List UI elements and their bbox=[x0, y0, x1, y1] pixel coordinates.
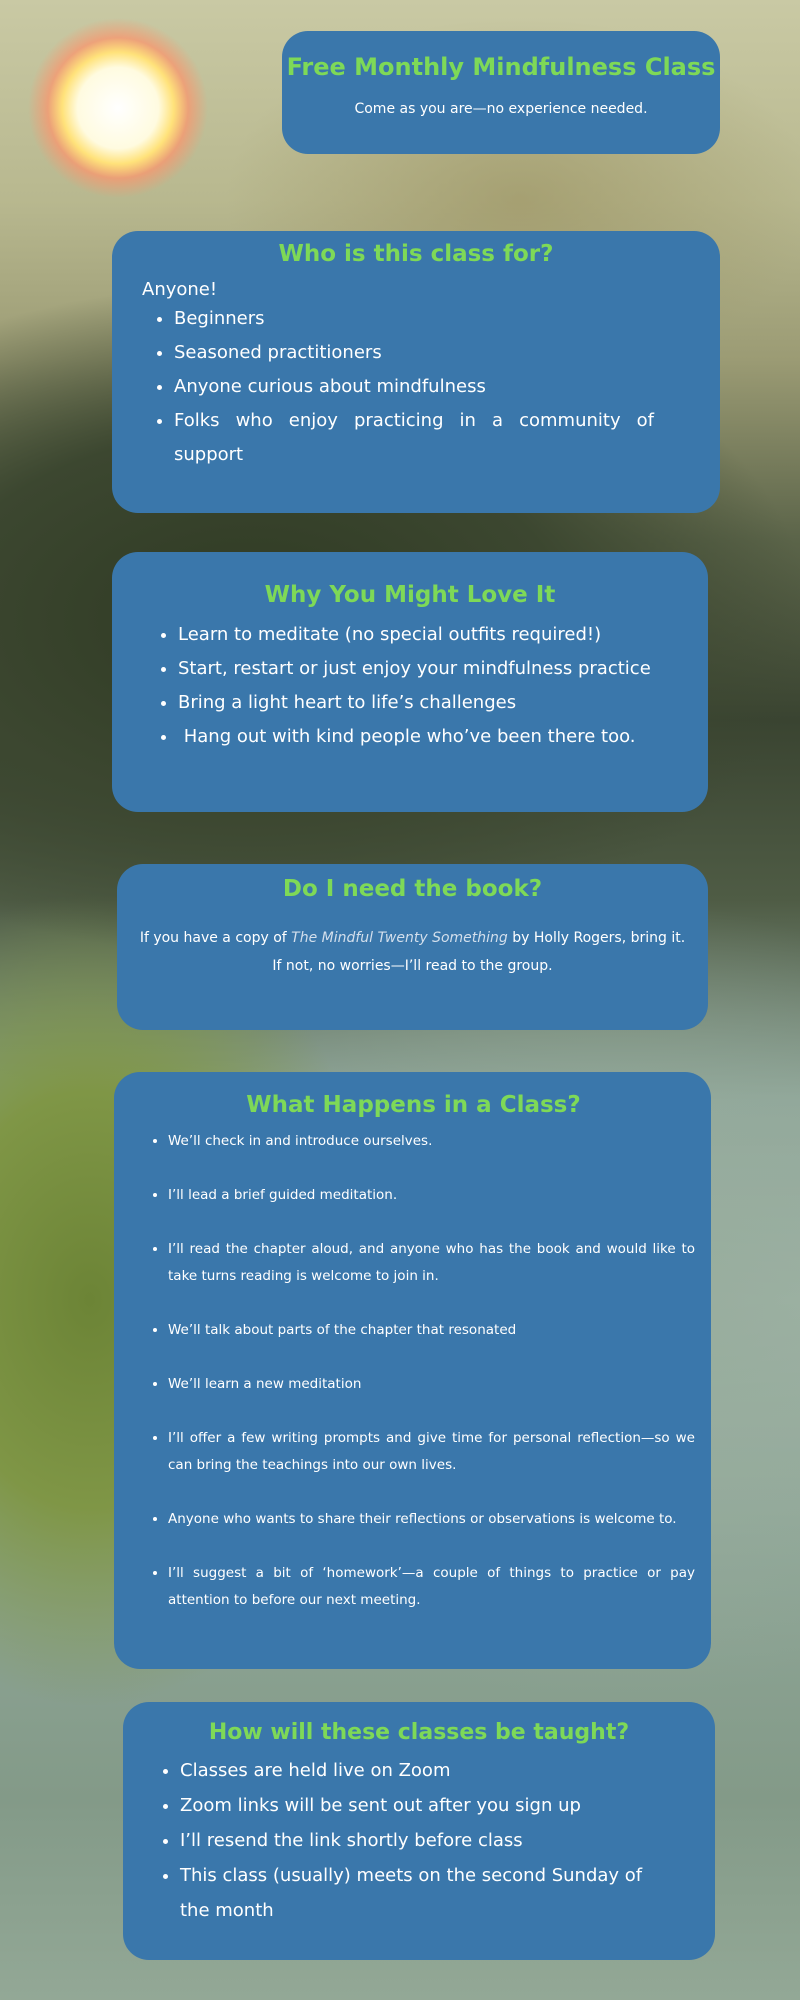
who-card bbox=[112, 231, 720, 513]
taught-card bbox=[123, 1702, 715, 1960]
list-item: • Classes are held live on Zoom bbox=[180, 1753, 685, 1788]
header-card bbox=[282, 31, 720, 154]
happens-list bbox=[132, 1128, 695, 1614]
book-text bbox=[125, 924, 700, 980]
book-text-before: If you have a copy of bbox=[139, 930, 292, 946]
list-item: • Anyone who wants to share their reflections or observations is welcome to. bbox=[168, 1506, 695, 1533]
happens-title: What Happens in a Class? bbox=[246, 1092, 581, 1118]
list-item: • Anyone curious about mindfulness bbox=[174, 370, 690, 404]
list-item: • I’ll read the chapter aloud, and anyone who has the book and would like to take turns reading is welcome to join in. bbox=[168, 1236, 695, 1290]
happens-card bbox=[114, 1072, 711, 1669]
list-item: • I’ll lead a brief guided meditation. bbox=[168, 1182, 695, 1209]
list-item: • We’ll learn a new meditation bbox=[168, 1371, 695, 1398]
list-item: • Folks who enjoy practicing in a community of support bbox=[174, 404, 690, 472]
list-item: • Learn to meditate (no special outfits required!) bbox=[178, 618, 678, 652]
list-item: • This class (usually) meets on the second Sunday of the month bbox=[180, 1858, 685, 1928]
book-card bbox=[117, 864, 708, 1030]
taught-list bbox=[153, 1753, 685, 1928]
list-item: • I’ll resend the link shortly before class bbox=[180, 1823, 685, 1858]
why-card bbox=[112, 552, 708, 812]
list-item: • Hang out with kind people who’ve been there too. bbox=[178, 720, 678, 754]
book-name: The Mindful Twenty Something bbox=[291, 930, 508, 946]
list-item: • Beginners bbox=[174, 302, 690, 336]
list-item: • Bring a light heart to life’s challenges bbox=[178, 686, 678, 720]
book-title: Do I need the book? bbox=[282, 876, 543, 902]
taught-title: How will these classes be taught? bbox=[208, 1720, 630, 1745]
list-item: • Seasoned practitioners bbox=[174, 336, 690, 370]
page-subtitle: Come as you are—no experience needed. bbox=[354, 101, 648, 117]
list-item: • We’ll talk about parts of the chapter that resonated bbox=[168, 1317, 695, 1344]
list-item: • Start, restart or just enjoy your mindfulness practice bbox=[178, 652, 678, 686]
who-list bbox=[142, 302, 690, 472]
who-intro: Anyone! bbox=[142, 279, 218, 300]
list-item: • Zoom links will be sent out after you sign up bbox=[180, 1788, 685, 1823]
page-title: Free Monthly Mindfulness Class bbox=[286, 53, 716, 81]
list-item: • I’ll offer a few writing prompts and give time for personal reflection—so we can bring the teachings into our own lives. bbox=[168, 1425, 695, 1479]
book-text-line2: If not, no worries—I’ll read to the group. bbox=[272, 958, 553, 974]
why-title: Why You Might Love It bbox=[264, 582, 556, 608]
list-item: • We’ll check in and introduce ourselves. bbox=[168, 1128, 695, 1155]
list-item: • I’ll suggest a bit of ‘homework’—a couple of things to practice or pay attention to before our next meeting. bbox=[168, 1560, 695, 1614]
book-text-after: by Holly Rogers, bring it. bbox=[507, 930, 686, 946]
who-title: Who is this class for? bbox=[278, 241, 554, 267]
why-list bbox=[142, 618, 678, 754]
